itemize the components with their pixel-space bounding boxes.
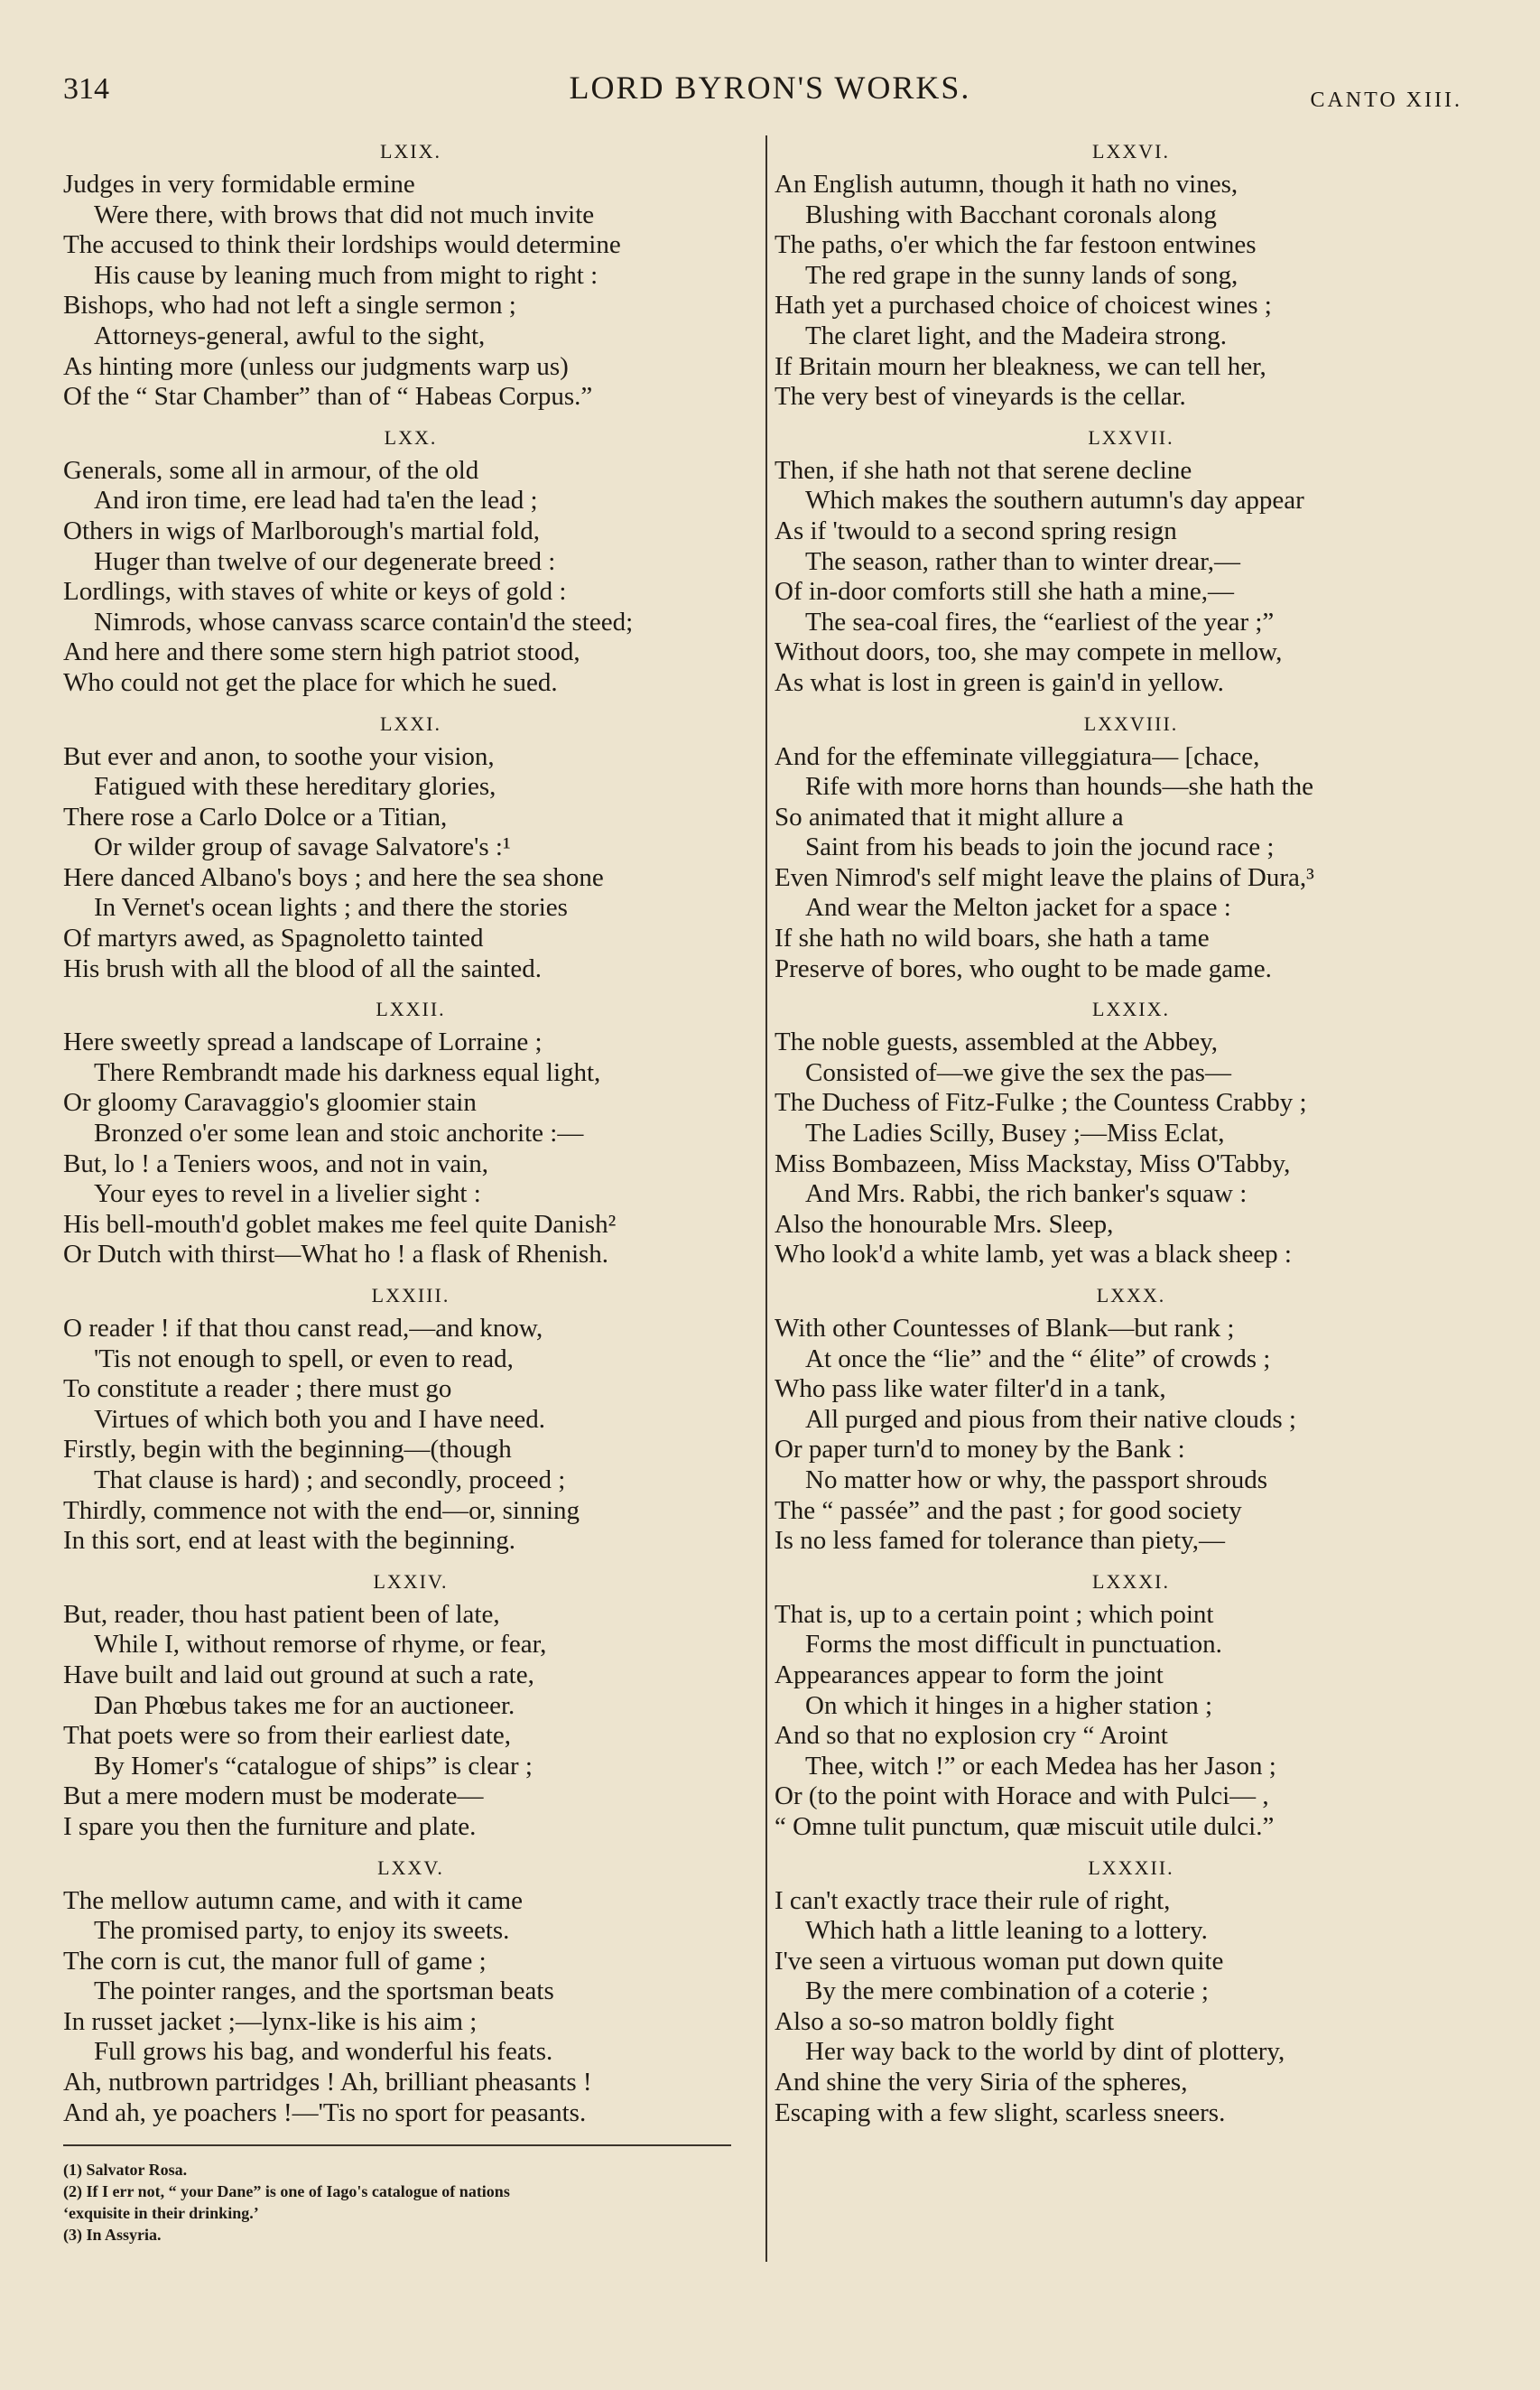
- stanza-number: LXXIV.: [373, 1569, 449, 1593]
- verse-line: Thirdly, commence not with the end—or, sinning: [63, 1495, 580, 1525]
- footnote: ‘exquisite in their drinking.’: [63, 2204, 259, 2223]
- verse-line: Rife with more horns than hounds—she hath the: [805, 772, 1313, 802]
- verse-line: At once the “lie” and the “ élite” of crowds ;: [805, 1344, 1271, 1373]
- verse-line: The accused to think their lordships would determine: [63, 230, 621, 260]
- verse-line: There Rembrandt made his darkness equal light,: [94, 1057, 601, 1087]
- verse-line: If Britain mourn her bleakness, we can tell her,: [775, 351, 1266, 381]
- verse-line: The corn is cut, the manor full of game ;: [63, 1946, 487, 1976]
- verse-line: Virtues of which both you and I have need.: [94, 1404, 545, 1434]
- verse-line: But, lo ! a Teniers woos, and not in vain,: [63, 1149, 489, 1178]
- verse-line: Have built and laid out ground at such a rate,: [63, 1660, 534, 1689]
- verse-line: All purged and pious from their native clouds ;: [805, 1404, 1296, 1434]
- verse-line: Lordlings, with staves of white or keys of gold :: [63, 577, 567, 607]
- verse-line: Here danced Albano's boys ; and here the sea shone: [63, 862, 604, 892]
- verse-line: And shine the very Siria of the spheres,: [775, 2068, 1188, 2097]
- verse-line: That clause is hard) ; and secondly, proceed ;: [94, 1465, 566, 1494]
- verse-line: As what is lost in green is gain'd in yellow.: [775, 667, 1224, 697]
- verse-line: Firstly, begin with the beginning—(though: [63, 1435, 512, 1465]
- verse-line: On which it hinges in a higher station ;: [805, 1690, 1213, 1720]
- footnote: (2) If I err not, “ your Dane” is one of Iago's catalogue of nations: [63, 2182, 510, 2201]
- verse-line: And ah, ye poachers !—'Tis no sport for peasants.: [63, 2097, 587, 2127]
- stanza: [775, 1566, 1488, 1843]
- verse-line: Huger than twelve of our degenerate breed :: [94, 546, 556, 576]
- verse-line: But ever and anon, to soothe your vision,: [63, 741, 495, 771]
- verse-line: Escaping with a few slight, scarless sneers.: [775, 2097, 1226, 2127]
- footnote-rule: [63, 2144, 731, 2146]
- stanza-number: LXXI.: [379, 711, 442, 735]
- stanza-number: LXXII.: [376, 998, 446, 1021]
- verse-line: Also a so-so matron boldly fight: [775, 2006, 1115, 2036]
- verse-line: Which hath a little leaning to a lottery.: [805, 1916, 1208, 1946]
- verse-line: The red grape in the sunny lands of song,: [805, 260, 1238, 290]
- stanza-number: LXX.: [384, 425, 438, 449]
- verse-line: Or gloomy Caravaggio's gloomier stain: [63, 1088, 477, 1118]
- verse-line: His brush with all the blood of all the sainted.: [63, 953, 542, 983]
- verse-line: The Duchess of Fitz-Fulke ; the Countess Crabby ;: [775, 1088, 1307, 1118]
- stanza: [63, 135, 758, 413]
- verse-line: I've seen a virtuous woman put down quite: [775, 1946, 1224, 1976]
- stanza: [775, 135, 1488, 413]
- verse-line: Others in wigs of Marlborough's martial fold,: [63, 516, 540, 545]
- verse-line: Were there, with brows that did not much invite: [94, 200, 595, 229]
- verse-line: But, reader, thou hast patient been of late,: [63, 1599, 500, 1629]
- verse-line: In Vernet's ocean lights ; and there the stories: [94, 893, 568, 923]
- verse-line: The sea-coal fires, the “earliest of the year ;”: [805, 607, 1275, 637]
- verse-line: Who pass like water filter'd in a tank,: [775, 1374, 1166, 1404]
- stanza: [63, 993, 758, 1270]
- right-column: [775, 135, 1488, 2128]
- page-number: 314: [63, 72, 109, 106]
- verse-line: And for the effeminate villeggiatura— [chace,: [775, 741, 1260, 771]
- verse-line: Here sweetly spread a landscape of Lorraine ;: [63, 1028, 543, 1057]
- verse-line: Or wilder group of savage Salvatore's :¹: [94, 832, 511, 862]
- verse-line: Of martyrs awed, as Spagnoletto tainted: [63, 924, 484, 953]
- stanza: [63, 422, 758, 699]
- verse-line: His bell-mouth'd goblet makes me feel quite Danish²: [63, 1209, 617, 1239]
- verse-line: That poets were so from their earliest date,: [63, 1721, 512, 1751]
- stanza-number: LXXXII.: [1088, 1855, 1174, 1879]
- stanza: [775, 1279, 1488, 1557]
- verse-line: Forms the most difficult in punctuation.: [805, 1630, 1222, 1660]
- verse-line: Which makes the southern autumn's day appear: [805, 486, 1304, 516]
- left-column: [63, 135, 758, 2246]
- verse-line: Consisted of—we give the sex the pas—: [805, 1057, 1231, 1087]
- verse-line: Her way back to the world by dint of plottery,: [805, 2037, 1285, 2067]
- stanza: [775, 422, 1488, 699]
- verse-line: Ah, nutbrown partridges ! Ah, brilliant pheasants !: [63, 2068, 592, 2097]
- stanza-number: LXXIII.: [371, 1284, 450, 1307]
- verse-line: Dan Phœbus takes me for an auctioneer.: [94, 1690, 515, 1720]
- footnote: (3) In Assyria.: [63, 2226, 162, 2245]
- verse-line: Of in-door comforts still she hath a mine,—: [775, 577, 1235, 607]
- verse-line: The promised party, to enjoy its sweets.: [94, 1916, 510, 1946]
- verse-line: Generals, some all in armour, of the old: [63, 455, 479, 485]
- stanza: [63, 1566, 758, 1843]
- verse-line: 'Tis not enough to spell, or even to read,: [94, 1344, 514, 1373]
- verse-line: But a mere modern must be moderate—: [63, 1781, 484, 1811]
- canto-label: CANTO XIII.: [1310, 88, 1462, 112]
- verse-line: Miss Bombazeen, Miss Mackstay, Miss O'Tabby,: [775, 1149, 1291, 1178]
- verse-line: Judges in very formidable ermine: [63, 170, 415, 199]
- verse-line: To constitute a reader ; there must go: [63, 1374, 452, 1404]
- verse-line: Bishops, who had not left a single sermon ;: [63, 291, 516, 321]
- verse-line: Thee, witch !” or each Medea has her Jason ;: [805, 1751, 1276, 1781]
- verse-line: And Mrs. Rabbi, the rich banker's squaw :: [805, 1179, 1248, 1209]
- verse-line: That is, up to a certain point ; which point: [775, 1599, 1214, 1629]
- verse-line: The Ladies Scilly, Busey ;—Miss Eclat,: [805, 1119, 1225, 1149]
- verse-line: Also the honourable Mrs. Sleep,: [775, 1209, 1114, 1239]
- verse-line: Who look'd a white lamb, yet was a black sheep :: [775, 1240, 1292, 1269]
- verse-line: The very best of vineyards is the cellar.: [775, 382, 1186, 412]
- stanza-number: LXXV.: [377, 1855, 444, 1879]
- verse-line: His cause by leaning much from might to right :: [94, 260, 598, 290]
- verse-line: In this sort, end at least with the beginning.: [63, 1526, 515, 1556]
- running-title: LORD BYRON'S WORKS.: [569, 70, 971, 106]
- verse-line: Fatigued with these hereditary glories,: [94, 772, 496, 802]
- verse-line: Or Dutch with thirst—What ho ! a flask of Rhenish.: [63, 1240, 609, 1269]
- verse-line: Attorneys-general, awful to the sight,: [94, 321, 486, 350]
- verse-line: Is no less famed for tolerance than piety,—: [775, 1526, 1226, 1556]
- verse-line: Or paper turn'd to money by the Bank :: [775, 1435, 1185, 1465]
- verse-line: The season, rather than to winter drear,—: [805, 546, 1240, 576]
- stanza-number: LXXVI.: [1092, 140, 1170, 163]
- verse-line: The paths, o'er which the far festoon entwines: [775, 230, 1257, 260]
- verse-line: And iron time, ere lead had ta'en the lead ;: [94, 486, 538, 516]
- stanza: [775, 1852, 1488, 2129]
- verse-line: There rose a Carlo Dolce or a Titian,: [63, 802, 448, 832]
- verse-line: Of the “ Star Chamber” than of “ Habeas Corpus.”: [63, 382, 593, 412]
- verse-line: Hath yet a purchased choice of choicest wines ;: [775, 291, 1272, 321]
- verse-line: O reader ! if that thou canst read,—and know,: [63, 1314, 543, 1343]
- verse-line: If she hath no wild boars, she hath a tame: [775, 924, 1210, 953]
- verse-line: Or (to the point with Horace and with Pulci— ,: [775, 1781, 1269, 1811]
- verse-line: With other Countesses of Blank—but rank ;: [775, 1314, 1235, 1343]
- verse-line: While I, without remorse of rhyme, or fear,: [94, 1630, 547, 1660]
- verse-line: So animated that it might allure a: [775, 802, 1124, 832]
- verse-line: Then, if she hath not that serene decline: [775, 455, 1192, 485]
- stanza-number: LXXXI.: [1092, 1569, 1170, 1593]
- verse-line: Preserve of bores, who ought to be made game.: [775, 953, 1272, 983]
- stanza-number: LXXIX.: [1092, 998, 1170, 1021]
- verse-line: I spare you then the furniture and plate.: [63, 1811, 477, 1841]
- verse-line: And so that no explosion cry “ Aroint: [775, 1721, 1168, 1751]
- verse-line: Your eyes to revel in a livelier sight :: [94, 1179, 481, 1209]
- verse-line: The pointer ranges, and the sportsman beats: [94, 1976, 554, 2006]
- stanza-number: LXXX.: [1096, 1284, 1166, 1307]
- stanza: [775, 708, 1488, 985]
- stanza: [63, 1279, 758, 1557]
- column-divider: [765, 135, 767, 2262]
- verse-line: Bronzed o'er some lean and stoic anchorite :—: [94, 1119, 584, 1149]
- verse-line: Even Nimrod's self might leave the plains of Dura,³: [775, 862, 1314, 892]
- verse-line: Without doors, too, she may compete in mellow,: [775, 637, 1283, 667]
- page-header: [0, 63, 1540, 117]
- verse-line: I can't exactly trace their rule of right,: [775, 1885, 1171, 1915]
- verse-line: By Homer's “catalogue of ships” is clear ;: [94, 1751, 533, 1781]
- verse-line: And here and there some stern high patriot stood,: [63, 637, 580, 667]
- verse-line: Full grows his bag, and wonderful his feats.: [94, 2037, 553, 2067]
- verse-line: As if 'twould to a second spring resign: [775, 516, 1177, 545]
- stanza-number: LXIX.: [379, 140, 442, 163]
- stanza: [63, 708, 758, 985]
- verse-line: An English autumn, though it hath no vines,: [775, 170, 1238, 199]
- verse-line: The “ passée” and the past ; for good society: [775, 1495, 1242, 1525]
- stanza: [63, 1852, 758, 2129]
- verse-line: Appearances appear to form the joint: [775, 1660, 1164, 1689]
- verse-line: The noble guests, assembled at the Abbey,: [775, 1028, 1219, 1057]
- verse-line: Blushing with Bacchant coronals along: [805, 200, 1217, 229]
- stanza: [775, 993, 1488, 1270]
- verse-line: In russet jacket ;—lynx-like is his aim ;: [63, 2006, 478, 2036]
- verse-line: As hinting more (unless our judgments warp us): [63, 351, 569, 381]
- verse-line: No matter how or why, the passport shrouds: [805, 1465, 1267, 1494]
- verse-line: And wear the Melton jacket for a space :: [805, 893, 1231, 923]
- verse-line: The claret light, and the Madeira strong.: [805, 321, 1228, 350]
- verse-line: The mellow autumn came, and with it came: [63, 1885, 523, 1915]
- verse-line: Who could not get the place for which he sued.: [63, 667, 558, 697]
- stanza-number: LXXVIII.: [1083, 711, 1179, 735]
- stanza-number: LXXVII.: [1088, 425, 1174, 449]
- verse-line: “ Omne tulit punctum, quæ miscuit utile dulci.”: [775, 1811, 1275, 1841]
- verse-line: By the mere combination of a coterie ;: [805, 1976, 1209, 2006]
- verse-line: Saint from his beads to join the jocund race ;: [805, 832, 1275, 862]
- footnote: (1) Salvator Rosa.: [63, 2161, 188, 2180]
- verse-line: Nimrods, whose canvass scarce contain'd the steed;: [94, 607, 634, 637]
